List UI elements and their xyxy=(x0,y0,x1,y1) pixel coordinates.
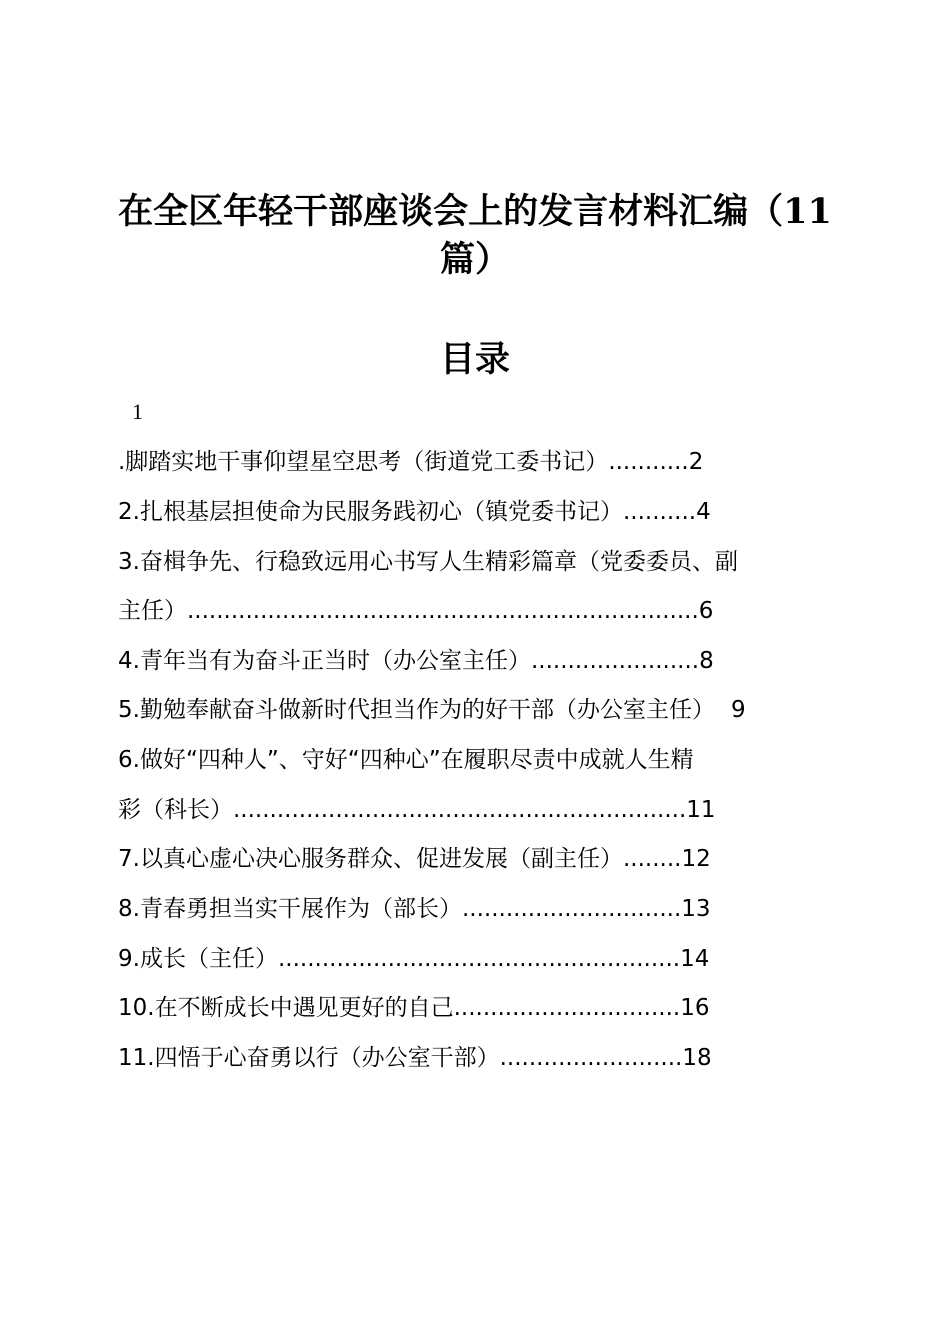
toc-entry-page: 18 xyxy=(682,1045,712,1071)
toc-entry-dots: ....................................................... xyxy=(277,946,681,972)
stray-number: 1 xyxy=(132,399,143,424)
toc-entry-10[interactable] xyxy=(118,990,710,1026)
toc-entry-page: 2 xyxy=(688,449,704,475)
toc-entry-text: 8.青春勇担当实干展作为（部长） xyxy=(118,896,462,922)
toc-entry-dots: ........ xyxy=(622,846,682,872)
toc-entry-text: 7.以真心虚心决心服务群众、促进发展（副主任） xyxy=(118,846,623,872)
toc-entry-dots: .......... xyxy=(622,499,697,525)
toc-entry-dots: .............................. xyxy=(461,896,682,922)
toc-heading: 目录 xyxy=(439,339,510,380)
toc-entry-text: .脚踏实地干事仰望星空思考（街道党工委书记） xyxy=(118,449,609,475)
toc-entry-page: 4 xyxy=(696,499,711,525)
toc-entry-dots: ....................... xyxy=(530,648,700,674)
toc-entry-text: 彩（科长） xyxy=(118,797,233,823)
toc-entry-text: 11.四悟于心奋勇以行（办公室干部） xyxy=(118,1045,500,1071)
toc-entry-text: 10.在不断成长中遇见更好的自己 xyxy=(118,995,454,1021)
toc-entry-text: 9.成长（主任） xyxy=(118,946,278,972)
toc-entry-page: 9 xyxy=(730,697,746,723)
toc-entry-dots: ............................... xyxy=(453,995,681,1021)
toc-entry-7[interactable] xyxy=(118,841,711,877)
document-title-line-1: 在全区年轻干部座谈会上的发言材料汇编（11 xyxy=(118,191,832,232)
toc-entry-text: 6.做好“四种人”、守好“四种心”在履职尽责中成就人生精 xyxy=(118,747,694,773)
toc-entry-text: 5.勤勉奉献奋斗做新时代担当作为的好干部（办公室主任） xyxy=(118,697,715,723)
toc-entry-8[interactable] xyxy=(118,891,711,927)
toc-entry-6-line-2[interactable] xyxy=(118,792,716,828)
toc-entry-page: 8 xyxy=(699,648,714,674)
toc-entry-dots: ........... xyxy=(608,449,689,475)
toc-entry-page: 16 xyxy=(680,995,710,1021)
toc-entry-9[interactable] xyxy=(118,941,709,977)
toc-entry-page: 13 xyxy=(681,896,711,922)
toc-entry-dots: ...................................................................... xyxy=(187,598,699,624)
toc-entry-page: 14 xyxy=(680,946,710,972)
toc-entry-11[interactable] xyxy=(118,1040,712,1076)
toc-entry-text: 2.扎根基层担使命为民服务践初心（镇党委书记） xyxy=(118,499,623,525)
toc-entry-5[interactable] xyxy=(118,692,746,728)
toc-entry-page: 12 xyxy=(681,846,711,872)
toc-entry-1[interactable] xyxy=(118,444,703,480)
toc-entry-page: 6 xyxy=(698,598,714,624)
toc-entry-6-line-1[interactable] xyxy=(118,742,694,778)
toc-entry-3-line-2[interactable] xyxy=(118,593,713,629)
document-title-line-2: 篇） xyxy=(439,239,510,280)
toc-entry-2[interactable] xyxy=(118,494,711,530)
toc-entry-page: 11 xyxy=(686,797,716,823)
toc-entry-3-line-1[interactable] xyxy=(118,544,738,580)
toc-entry-dots: ......................... xyxy=(499,1045,683,1071)
toc-entry-4[interactable] xyxy=(118,643,714,679)
toc-entry-text: 3.奋楫争先、行稳致远用心书写人生精彩篇章（党委委员、副 xyxy=(118,549,738,575)
toc-entry-text: 主任） xyxy=(118,598,187,624)
toc-entry-dots: .............................................................. xyxy=(233,797,687,823)
toc-entry-text: 4.青年当有为奋斗正当时（办公室主任） xyxy=(118,648,531,674)
